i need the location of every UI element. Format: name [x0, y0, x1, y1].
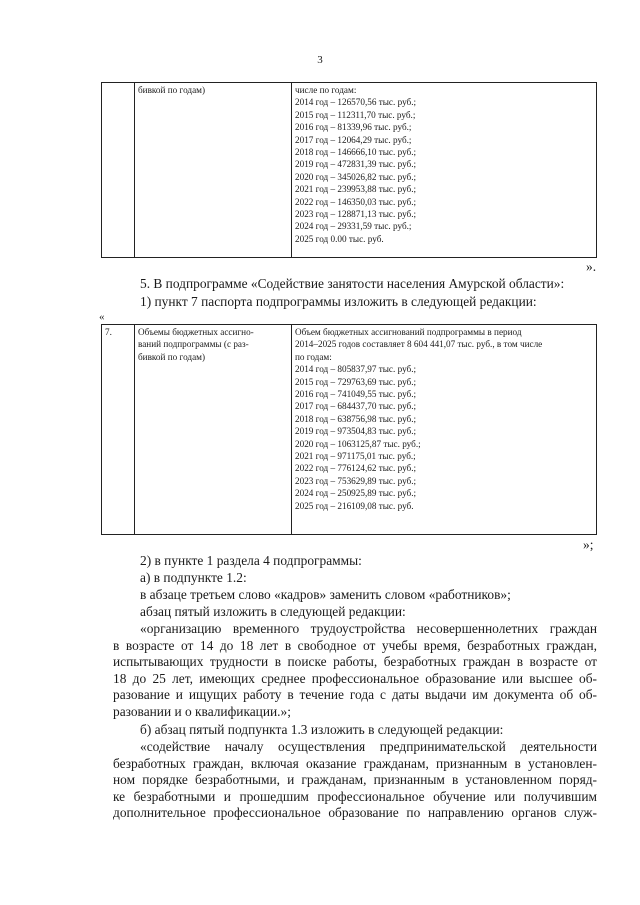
table-line: 2020 год – 1063125,87 тыс. руб.;: [295, 438, 421, 449]
table-line: 2016 год – 741049,55 тыс. руб.;: [295, 389, 417, 400]
close-quote: ».: [586, 259, 597, 274]
table-line: 2025 год 0.00 тыс. руб.: [295, 233, 384, 244]
page-number: 3: [317, 54, 323, 66]
table-line: Объем бюджетных ассигнований подпрограммы в период: [295, 327, 522, 337]
table-line: 2019 год – 973504,83 тыс. руб.;: [295, 426, 417, 437]
table-line: числе по годам:: [295, 85, 357, 95]
paragraph-5-item-1: 1) пункт 7 паспорта подпрограммы изложить в следующей редакции:: [140, 294, 537, 309]
table-line: 2016 год – 81339,96 тыс. руб.;: [295, 122, 412, 133]
table-line: 2023 год – 753629,89 тыс. руб.;: [295, 475, 417, 486]
text-line: испытывающих трудности в поиске работы, безработных граждан в возрасте от: [113, 654, 597, 670]
table-line: 2021 год – 971175,01 тыс. руб.;: [295, 451, 416, 462]
table-line: Объемы бюджетных ассигно-: [138, 327, 254, 337]
text-line: разовании и о квалификации.»;: [113, 703, 291, 719]
text-line: «содействие началу осуществления предпринимательской деятельности: [140, 739, 597, 754]
text-line: 18 до 25 лет, имеющих среднее профессиональное образование или высшее об-: [113, 670, 597, 686]
budget-table-continued: [101, 82, 597, 258]
text-line: ке безработными и прошедшим профессиональное обучение или получившим: [113, 788, 597, 804]
text-line: «организацию временного трудоустройства несовершеннолетних граждан: [140, 621, 597, 636]
quote-paragraph-2: [113, 739, 597, 822]
table-cell-name: [135, 325, 292, 535]
table-line: ваний подпрограммы (с раз-: [138, 339, 249, 350]
table-cell-values: [292, 83, 597, 258]
table-cell-number: 7.: [102, 325, 135, 535]
table-line: 2018 год – 638756,98 тыс. руб.;: [295, 413, 417, 424]
item-2a-paragraph-1: в абзаце третьем слово «кадров» заменить словом «работников»;: [140, 587, 511, 602]
table-line: 2014 год – 805837,97 тыс. руб.;: [295, 364, 417, 375]
table-line: 2018 год – 146666,10 тыс. руб.;: [295, 147, 417, 158]
item-2: 2) в пункте 1 раздела 4 подпрограммы:: [140, 553, 362, 568]
quote-paragraph-1: [113, 621, 597, 721]
open-quote: «: [99, 311, 105, 323]
table-cell-values: [292, 325, 597, 535]
text-line: разование и ищущих работу в течение года с даты выдачи им документа об об-: [113, 687, 597, 703]
item-2a: а) в подпункте 1.2:: [140, 570, 247, 585]
table-cell-number: [102, 83, 135, 258]
budget-table: [101, 324, 597, 535]
table-line: по годам:: [295, 351, 332, 362]
text-line: дополнительное профессиональное образование по направлению органов служ-: [113, 805, 597, 821]
table-line: 2017 год – 12064,29 тыс. руб.;: [295, 134, 412, 145]
table-line: 2015 год – 112311,70 тыс. руб.;: [295, 109, 416, 120]
table-line: 2022 год – 146350,03 тыс. руб.;: [295, 196, 417, 207]
text-line: безработных граждан, включая оказание гражданам, признанным в установлен-: [113, 755, 597, 771]
text-line: в возрасте от 14 до 18 лет в свободное от учебы время, безработных граждан,: [113, 637, 597, 653]
table-line: бивкой по годам): [138, 351, 206, 362]
table-line: 2025 год – 216109,08 тыс. руб.: [295, 500, 414, 511]
table-line: 2021 год – 239953,88 тыс. руб.;: [295, 184, 417, 195]
table-line: 2019 год – 472831,39 тыс. руб.;: [295, 159, 417, 170]
item-2b: б) абзац пятый подпункта 1.3 изложить в следующей редакции:: [140, 722, 504, 737]
close-quote: »;: [583, 537, 594, 552]
table-line: 2022 год – 776124,62 тыс. руб.;: [295, 463, 417, 474]
table-line: 2024 год – 250925,89 тыс. руб.;: [295, 488, 417, 499]
table-line: 2024 год – 29331,59 тыс. руб.;: [295, 221, 412, 232]
table-line: 2020 год – 345026,82 тыс. руб.;: [295, 171, 417, 182]
paragraph-5: 5. В подпрограмме «Содействие занятости населения Амурской области»:: [140, 276, 565, 291]
table-line: 2014 год – 126570,56 тыс. руб.;: [295, 97, 417, 108]
item-2a-paragraph-2: абзац пятый изложить в следующей редакции:: [140, 604, 406, 619]
text-line: ном порядке безработными, и гражданам, признанным в установленном поряд-: [113, 772, 597, 788]
table-line: 2015 год – 729763,69 тыс. руб.;: [295, 376, 417, 387]
table-line: 2014–2025 годов составляет 8 604 441,07 тыс. руб., в том числе: [295, 339, 543, 350]
table-line: 2017 год – 684437,70 тыс. руб.;: [295, 401, 417, 412]
table-cell-name: бивкой по годам): [135, 83, 292, 258]
table-line: 2023 год – 128871,13 тыс. руб.;: [295, 209, 417, 220]
